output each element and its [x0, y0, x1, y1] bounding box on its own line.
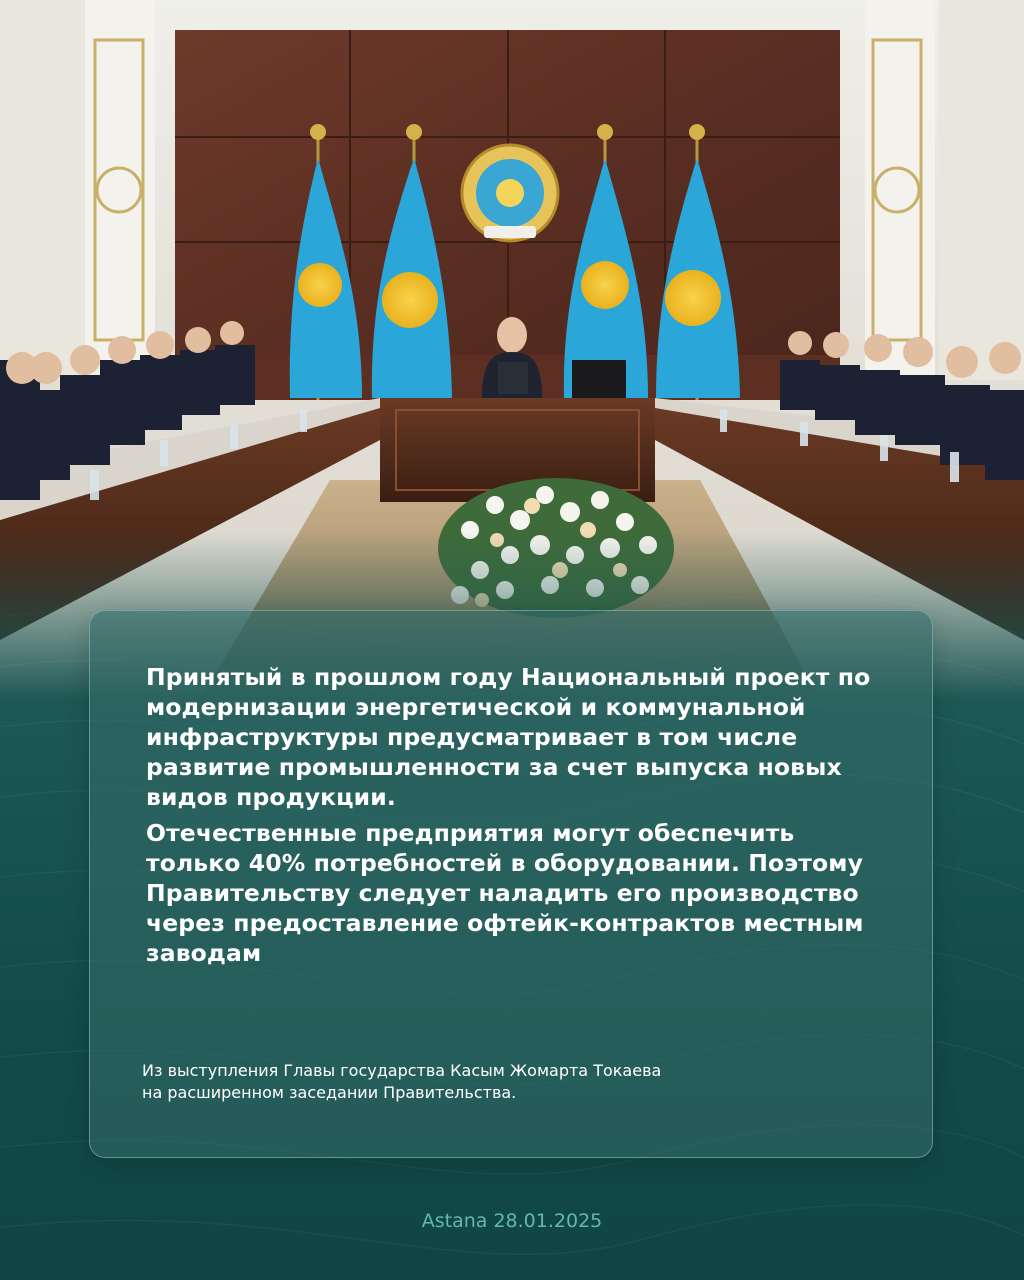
quote-card	[89, 610, 933, 1158]
quote-source	[142, 1060, 842, 1104]
quote-paragraph-2: Отечественные предприятия могут обеспечить только 40% потребностей в оборудовании. Поэтому Правительству следует наладить его производство через предоставление офтейк-контрактов местным заводам	[146, 819, 864, 967]
source-line-2: на расширенном заседании Правительства.	[142, 1083, 517, 1102]
flowers	[438, 478, 674, 618]
place-date: Astana 28.01.2025	[421, 1210, 603, 1232]
quote-paragraph-1: Принятый в прошлом году Национальный проект по модернизации энергетической и коммунальной инфраструктуры предусматривает в том числе развитие промышленности за счет выпуска новых видов продукции.	[146, 663, 871, 811]
emblem-icon	[462, 145, 558, 241]
source-line-1: Из выступления Главы государства Касым Жомарта Токаева	[142, 1061, 662, 1080]
